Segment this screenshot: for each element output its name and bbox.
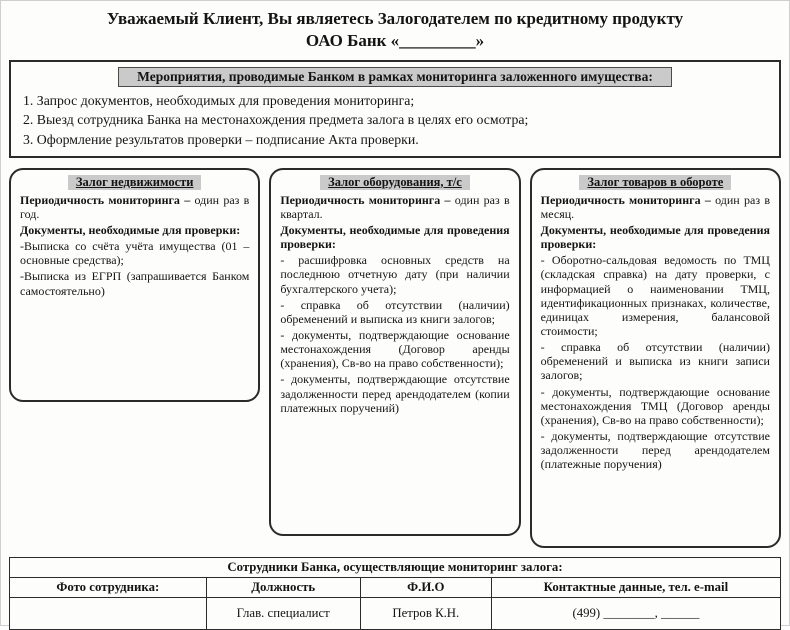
real-estate-period-label: Периодичность мониторинга – [20,192,191,207]
column-name: Ф.И.О [360,577,491,597]
real-estate-doc-item-1: -Выписка со счёта учёта имущества (01 – основные средства); [20,239,250,268]
real-estate-doc-item-2: -Выписка из ЕГРП (запрашивается Банком самостоятельно) [20,269,250,298]
equipment-period-label: Периодичность мониторинга – [280,192,451,207]
staff-table-header: Сотрудники Банка, осуществляющие мониторинг залога: [10,557,781,577]
measures-header-wrap [23,67,767,87]
measure-item-1: 1. Запрос документов, необходимых для проведения мониторинга; [23,92,415,108]
staff-table-data-row [10,597,781,629]
goods-period-label: Периодичность мониторинга – [540,192,711,207]
position-cell: Глав. специалист [206,597,360,629]
real-estate-period [20,193,249,221]
equipment-doc-item-1: - расшифровка основных средств на последнюю отчетную дату (при наличии бухгалтерского учета); [280,253,510,296]
equipment-box-title: Залог оборудования, т/с [320,175,470,190]
goods-doc-item-1: - Оборотно-сальдовая ведомость по ТМЦ (складская справка) на дату проверки, с информацией о наименовании ТМЦ, идентификационных признаках, количестве, единицах измерения, балансовой стоимости; [540,253,770,338]
staff-table-header-row [10,557,781,577]
column-photo: Фото сотрудника: [10,577,207,597]
real-estate-box-title-wrap [20,175,249,190]
staff-table-columns-row [10,577,781,597]
real-estate-docs-label: Документы, необходимые для проверки: [20,222,241,237]
equipment-docs-label: Документы, необходимые для проведения проверки: [280,222,510,252]
goods-doc-item-2: - справка об отсутствии (наличии) обременений и выписка из книги записи залогов; [540,340,770,383]
staff-table [9,557,781,630]
name-cell: Петров К.Н. [360,597,491,629]
real-estate-period-value: один раз в год. [20,192,250,221]
goods-docs-label: Документы, необходимые для проведения проверки: [540,222,770,252]
equipment-period [280,193,509,221]
measure-item-2: 2. Выезд сотрудника Банка на местонахождения предмета залога в целях его осмотра; [23,112,529,128]
column-contacts: Контактные данные, тел. e-mail [491,577,780,597]
equipment-doc-item-3: - документы, подтверждающие основание местонахождения (Договор аренды (хранения), Св-во на право собственности); [280,327,510,371]
equipment-box-title-wrap [280,175,509,190]
equipment-collateral-box [269,168,520,536]
goods-period-value: один раз в месяц. [540,192,770,221]
real-estate-collateral-box [9,168,260,402]
goods-box-title: Залог товаров в обороте [579,175,731,190]
goods-box-title-wrap [541,175,770,190]
photo-cell [10,597,207,629]
contacts-cell: (499) ________, ______ [491,597,780,629]
measure-item-3: 3. Оформление результатов проверки – подписание Акта проверки. [23,131,419,147]
equipment-doc-item-4: - документы, подтверждающие отсутствие задолженности перед арендодателем (копии платежных поручений) [280,372,510,415]
title-line-2: ОАО Банк «_________» [305,31,485,51]
goods-collateral-box [530,168,781,548]
goods-doc-item-3: - документы, подтверждающие основание местонахождения ТМЦ (Договор аренды (хранения), Св-во на право собственности); [540,384,770,427]
equipment-period-value: один раз в квартал. [280,192,510,221]
equipment-doc-item-2: - справка об отсутствии (наличии) обременений и выписка из книги залогов; [280,297,510,326]
collateral-boxes-row [9,168,781,548]
monitoring-measures-section [9,60,781,158]
title-line-1: Уважаемый Клиент, Вы являетесь Залогодателем по кредитному продукту [106,9,684,28]
goods-period [541,193,770,221]
column-position: Должность [206,577,360,597]
goods-doc-item-4: - документы, подтверждающие отсутствие задолженности перед арендодателем (платежные поручения) [540,429,770,472]
monitoring-measures-header: Мероприятия, проводимые Банком в рамках мониторинга заложенного имущества: [118,67,672,87]
page-title [9,8,781,53]
real-estate-box-title: Залог недвижимости [68,175,202,190]
